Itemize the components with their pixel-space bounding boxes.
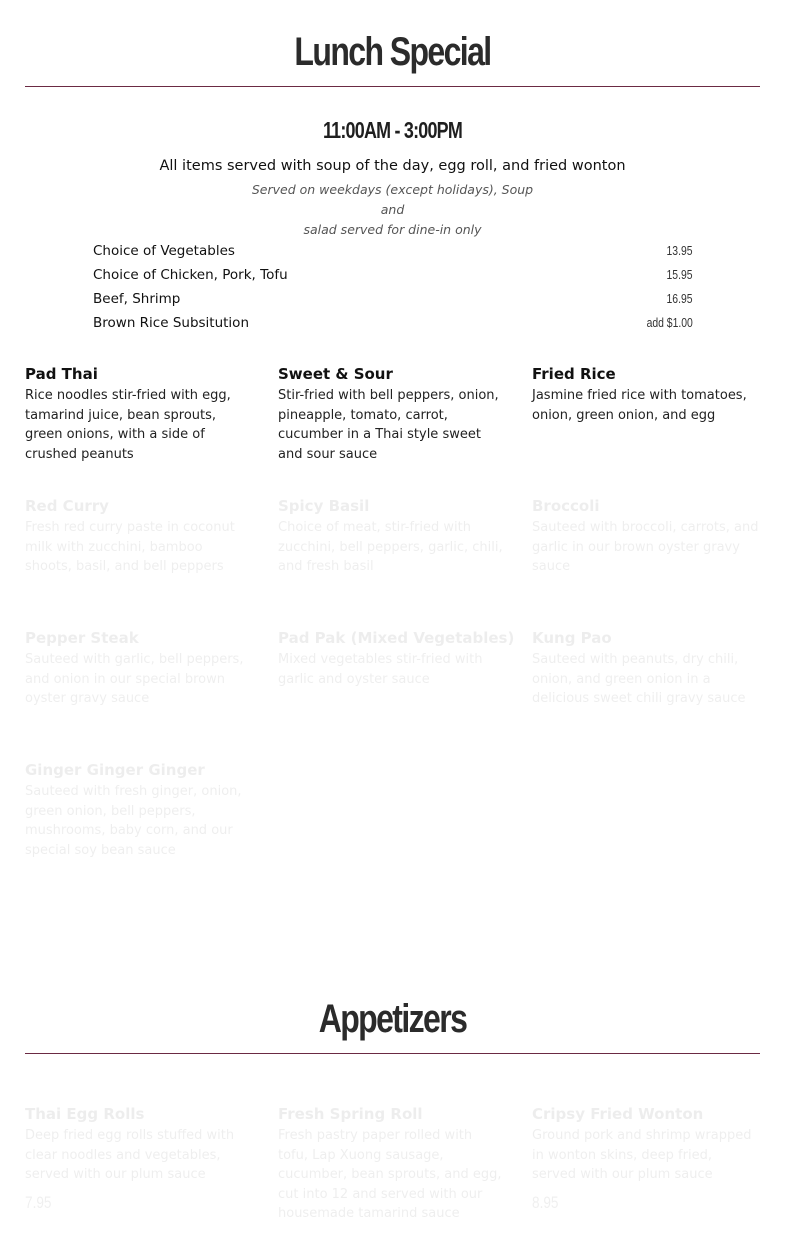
menu-item-description: Stir-fried with bell peppers, onion, pineapple, tomato, carrot, cucumber in a Thai style sweet and sour sauce [278,388,499,462]
lunch-price-list [93,243,693,339]
lunch-menu-grid [25,365,785,865]
lunch-hours: 11:00AM - 3:00PM [322,117,463,143]
price-row [93,291,693,315]
menu-item-name: Pad Thai [25,365,98,383]
menu-item-fried-rice [532,365,760,425]
appetizer-price: 7.95 [25,1192,52,1212]
price-value: add $1.00 [646,315,693,330]
menu-item-description: Sauteed with broccoli, carrots, and garlic in our brown oyster gravy sauce [532,520,759,575]
price-label: Brown Rice Subsitution [93,315,250,331]
appetizer-description: Deep fried egg rolls stuffed with clear noodles and vegetables, served with our plum sauce [25,1128,235,1183]
lunch-dine-in-note-line2: salad served for dine-in only [303,222,482,237]
menu-item-description: Jasmine fried rice with tomatoes, onion, green onion, and egg [532,388,747,423]
menu-item-broccoli [532,497,760,577]
menu-item-name: Broccoli [532,497,600,515]
menu-item-pad-thai [25,365,253,464]
menu-item-description: Fresh red curry paste in coconut milk with zucchini, bamboo shoots, basil, and bell peppers [25,520,235,575]
menu-item-description: Sauteed with peanuts, dry chili, onion, and green onion in a delicious sweet chili gravy sauce [532,652,746,707]
appetizer-name: Thai Egg Rolls [25,1105,145,1123]
appetizer-fresh-spring-roll [278,1105,506,1224]
menu-item-ginger [25,761,253,860]
menu-item-name: Sweet & Sour [278,365,393,383]
menu-item-pad-pak [278,629,515,689]
menu-item-name: Ginger Ginger Ginger [25,761,205,779]
lunch-title-divider [25,86,760,87]
price-row [93,267,693,291]
menu-item-red-curry [25,497,253,577]
menu-item-kung-pao [532,629,760,709]
price-value: 15.95 [666,267,693,282]
menu-item-sweet-sour [278,365,506,464]
lunch-section-title: Lunch Special [294,30,491,74]
price-label: Choice of Vegetables [93,243,235,259]
menu-item-description: Sauteed with fresh ginger, onion, green onion, bell peppers, mushrooms, baby corn, and our special soy bean sauce [25,784,242,858]
appetizer-description: Fresh pastry paper rolled with tofu, Lap Xuong sausage, cucumber, bean sprouts, and egg, cut into 12 and served with our housemade tamarind sauce [278,1128,502,1222]
price-row [93,315,693,339]
menu-item-name: Kung Pao [532,629,612,647]
menu-item-name: Red Curry [25,497,109,515]
appetizer-description: Ground pork and shrimp wrapped in wonton skins, deep fried, served with our plum sauce [532,1128,752,1183]
menu-item-name: Spicy Basil [278,497,370,515]
appetizers-grid [25,1105,785,1233]
appetizer-name: Cripsy Fried Wonton [532,1105,704,1123]
appetizers-title-divider [25,1053,760,1054]
menu-item-name: Pepper Steak [25,629,139,647]
menu-item-pepper-steak [25,629,253,709]
price-value: 13.95 [666,243,693,258]
lunch-served-with-note: All items served with soup of the day, egg roll, and fried wonton [159,158,626,174]
appetizers-section-title: Appetizers [318,997,467,1041]
price-label: Beef, Shrimp [93,291,181,307]
price-row [93,243,693,267]
lunch-dine-in-note-line1: Served on weekdays (except holidays), Soup and [251,182,534,217]
appetizer-crispy-fried-wonton [532,1105,760,1213]
menu-item-name: Pad Pak (Mixed Vegetables) [278,629,515,647]
menu-item-name: Fried Rice [532,365,616,383]
appetizer-price: 8.95 [532,1192,559,1212]
lunch-dine-in-note [242,180,543,240]
appetizer-name: Fresh Spring Roll [278,1105,423,1123]
price-value: 16.95 [666,291,693,306]
menu-item-description: Sauteed with garlic, bell peppers, and onion in our special brown oyster gravy sauce [25,652,244,707]
menu-item-description: Choice of meat, stir-fried with zucchini, bell peppers, garlic, chili, and fresh basil [278,520,503,575]
appetizer-thai-egg-rolls [25,1105,253,1213]
menu-item-spicy-basil [278,497,506,577]
price-label: Choice of Chicken, Pork, Tofu [93,267,288,283]
menu-item-description: Rice noodles stir-fried with egg, tamarind juice, bean sprouts, green onions, with a side of crushed peanuts [25,388,231,462]
menu-item-description: Mixed vegetables stir-fried with garlic and oyster sauce [278,652,483,687]
